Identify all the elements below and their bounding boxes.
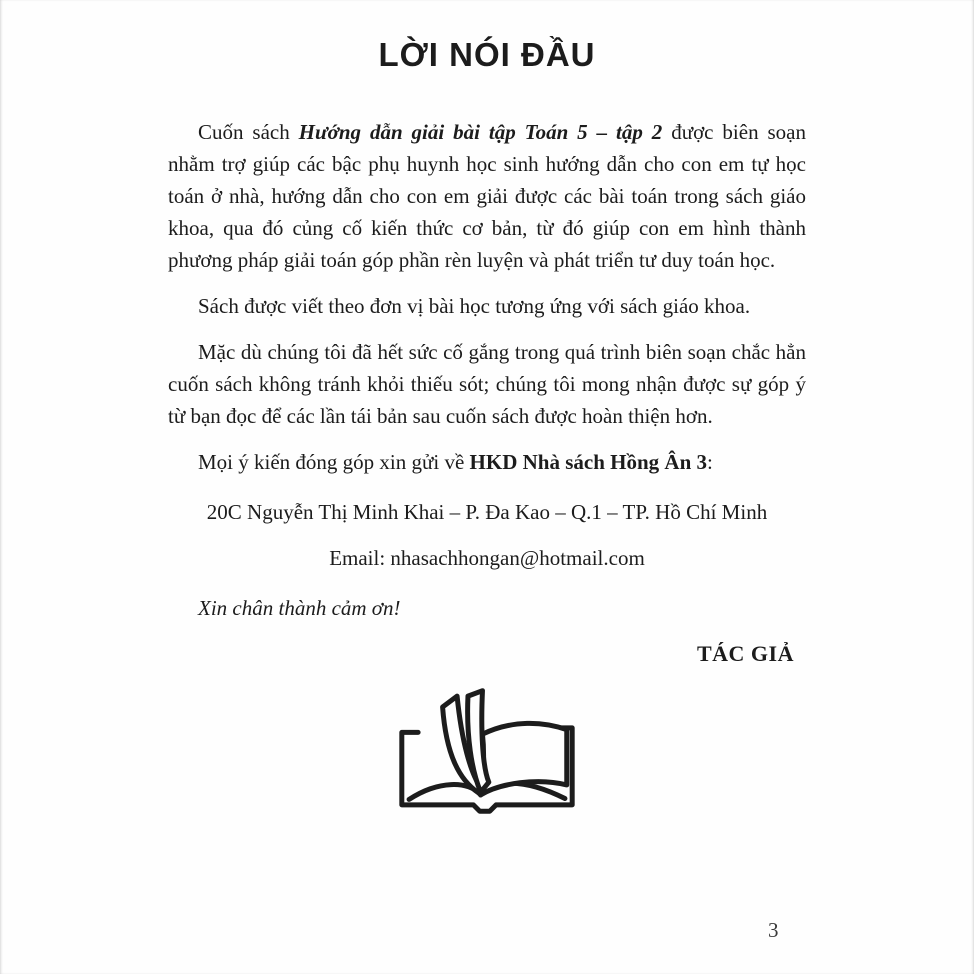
paragraph-feedback-post: : bbox=[707, 450, 713, 474]
publisher-address: 20C Nguyễn Thị Minh Khai – P. Đa Kao – Q.1 – TP. Hồ Chí Minh bbox=[206, 500, 768, 524]
paragraph-apology: Mặc dù chúng tôi đã hết sức cố gắng trong quá trình biên soạn chắc hẳn cuốn sách không tránh khỏi thiếu sót; chúng tôi mong nhận được sự góp ý từ bạn đọc để các lần tái bản sau cuốn sách được hoàn thiện hơn. bbox=[168, 340, 806, 428]
page-number: 3 bbox=[768, 918, 779, 942]
page-title: LỜI NÓI ĐẦU bbox=[378, 36, 596, 73]
paragraph-intro bbox=[168, 116, 806, 276]
paragraph-feedback-pre: Mọi ý kiến đóng góp xin gửi về bbox=[198, 450, 470, 474]
page-content bbox=[168, 0, 806, 823]
inline-book-title: Hướng dẫn giải bài tập Toán 5 – tập 2 bbox=[298, 120, 663, 144]
paragraph-feedback bbox=[168, 446, 806, 478]
inline-publisher-name: HKD Nhà sách Hồng Ân 3 bbox=[469, 450, 708, 474]
paragraph-intro-pre: Cuốn sách bbox=[198, 120, 299, 144]
body-text bbox=[168, 116, 806, 823]
author-signature: TÁC GIẢ bbox=[696, 641, 794, 666]
paragraph-intro-post: được biên soạn nhằm trợ giúp các bậc phụ huynh học sinh hướng dẫn cho con em tự học toán ở nhà, hướng dẫn cho con em giải được các bài toán trong sách giáo khoa, qua đó củng cố kiến thức cơ bản, từ đó giúp con em hình thành phương pháp giải toán góp phần rèn luyện và phát triển tư duy toán học. bbox=[168, 120, 806, 272]
open-book-icon bbox=[387, 678, 587, 823]
publisher-email: Email: nhasachhongan@hotmail.com bbox=[329, 546, 645, 570]
closing-thanks: Xin chân thành cảm ơn! bbox=[198, 596, 401, 620]
paragraph-structure: Sách được viết theo đơn vị bài học tương ứng với sách giáo khoa. bbox=[198, 294, 751, 318]
